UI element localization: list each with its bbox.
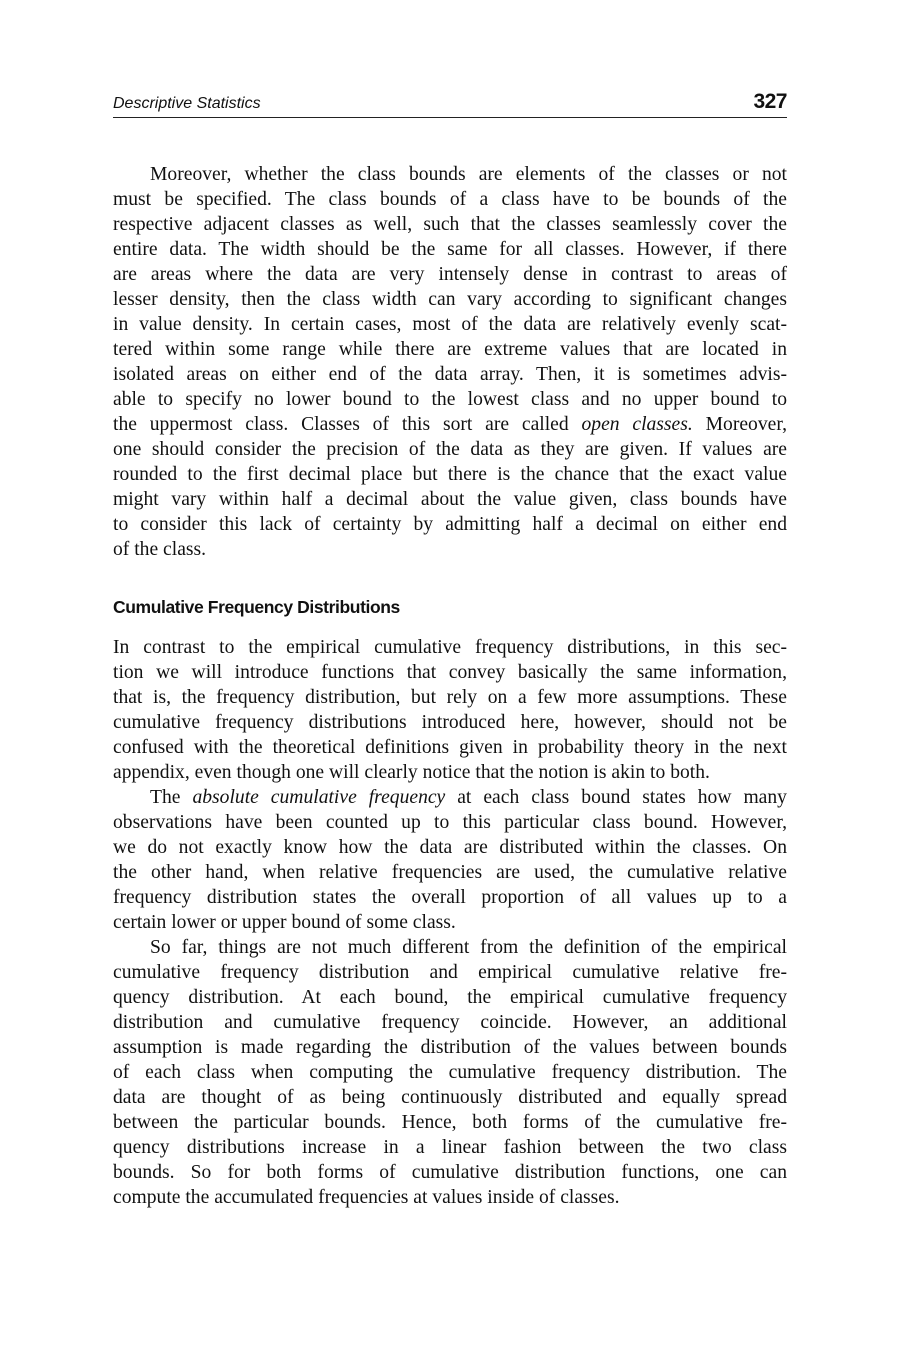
text-line: compute the accumulated frequencies at values inside of classes. xyxy=(113,1187,620,1208)
text-line: isolated areas on either end of the data array. Then, it is sometimes advis- xyxy=(113,364,787,385)
text-line: in value density. In certain cases, most of the data are relatively evenly scat- xyxy=(113,314,787,335)
text-line: of the class. xyxy=(113,539,207,560)
text-line: distribution and cumulative frequency coincide. However, an additional xyxy=(113,1012,787,1033)
text-line: appendix, even though one will clearly notice that the notion is akin to both. xyxy=(113,762,710,783)
text-line: are areas where the data are very intensely dense in contrast to areas of xyxy=(113,264,787,285)
text-segment: at each class bound states how many xyxy=(445,787,787,808)
text-line: quency distribution. At each bound, the empirical cumulative frequency xyxy=(113,987,787,1008)
text-line: able to specify no lower bound to the lowest class and no upper bound to xyxy=(113,389,787,410)
text-line: bounds. So for both forms of cumulative distribution functions, one can xyxy=(113,1162,787,1183)
text-line: between the particular bounds. Hence, both forms of the cumulative fre- xyxy=(113,1112,787,1133)
text-line: to consider this lack of certainty by admitting half a decimal on either end xyxy=(113,514,787,535)
text-line: of each class when computing the cumulative frequency distribution. The xyxy=(113,1062,787,1083)
text-segment: the uppermost class. Classes of this sort are called xyxy=(113,414,582,435)
text-line: In contrast to the empirical cumulative frequency distributions, in this sec- xyxy=(113,637,787,658)
section-heading: Cumulative Frequency Distributions xyxy=(113,597,400,617)
running-title: Descriptive Statistics xyxy=(113,95,261,112)
text-line: data are thought of as being continuously distributed and equally spread xyxy=(113,1087,787,1108)
text-segment: Moreover, xyxy=(692,414,787,435)
running-header xyxy=(113,88,787,118)
text-line: respective adjacent classes as well, such that the classes seamlessly cover the xyxy=(113,214,787,235)
paragraph-absolute-cumulative xyxy=(113,785,787,935)
text-line: confused with the theoretical definitions given in probability theory in the next xyxy=(113,737,787,758)
text-line: the other hand, when relative frequencies are used, the cumulative relative xyxy=(113,862,787,883)
text-line: one should consider the precision of the data as they are given. If values are xyxy=(113,439,787,460)
text-line: must be specified. The class bounds of a class have to be bounds of the xyxy=(113,189,787,210)
paragraph-intro xyxy=(113,635,787,785)
emphasized-term: absolute cumulative frequency xyxy=(192,787,446,808)
text-line: certain lower or upper bound of some class. xyxy=(113,912,456,933)
text-line: assumption is made regarding the distribution of the values between bounds xyxy=(113,1037,787,1058)
text-line: might vary within half a decimal about the value given, class bounds have xyxy=(113,489,787,510)
text-line: quency distributions increase in a linear fashion between the two class xyxy=(113,1137,787,1158)
text-line: tered within some range while there are extreme values that are located in xyxy=(113,339,787,360)
text-line: entire data. The width should be the same for all classes. However, if there xyxy=(113,239,787,260)
page-number: 327 xyxy=(753,90,787,113)
text-line: So far, things are not much different from the definition of the empirical xyxy=(150,937,787,958)
text-line: rounded to the first decimal place but there is the chance that the exact value xyxy=(113,464,787,485)
text-line xyxy=(113,785,787,810)
text-line: observations have been counted up to this particular class bound. However, xyxy=(113,812,787,833)
paragraph-assumption xyxy=(113,935,787,1210)
text-line: cumulative frequency distribution and empirical cumulative relative fre- xyxy=(113,962,787,983)
text-line: Moreover, whether the class bounds are elements of the classes or not xyxy=(150,164,787,185)
paragraph-class-bounds xyxy=(113,162,787,562)
text-line: frequency distribution states the overall proportion of all values up to a xyxy=(113,887,787,908)
text-line: lesser density, then the class width can vary according to significant changes xyxy=(113,289,787,310)
text-line: cumulative frequency distributions introduced here, however, should not be xyxy=(113,712,787,733)
text-line: tion we will introduce functions that convey basically the same information, xyxy=(113,662,787,683)
text-segment: The xyxy=(150,787,193,808)
text-line xyxy=(113,412,787,437)
text-line: that is, the frequency distribution, but rely on a few more assumptions. These xyxy=(113,687,787,708)
emphasized-term: open classes. xyxy=(581,414,693,435)
text-line: we do not exactly know how the data are distributed within the classes. On xyxy=(113,837,787,858)
